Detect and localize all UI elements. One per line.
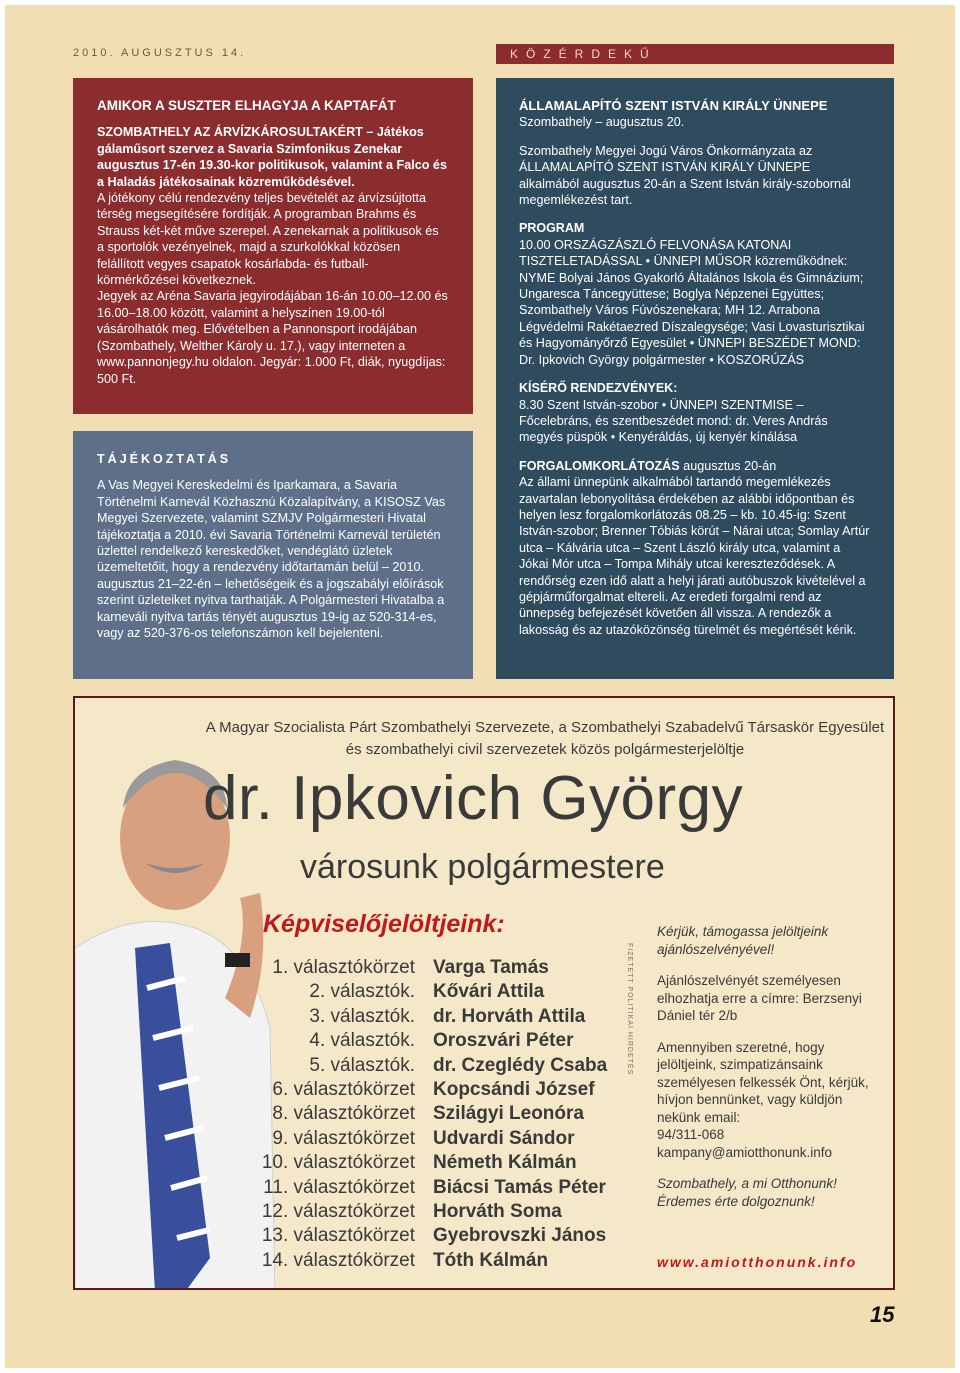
candidate-item: Biácsi Tamás Péter [433, 1176, 606, 1198]
district-label: 6. választókörzet [272, 1079, 415, 1101]
program-title: PROGRAM [519, 221, 585, 236]
district-label: 4. választók. [309, 1030, 415, 1052]
traffic-heading [519, 458, 871, 474]
candidate-item: Tóth Kálmán [433, 1249, 549, 1271]
contact-phone: 94/311-068 [657, 1127, 725, 1142]
candidate-item: Kopcsándi József [433, 1079, 595, 1101]
district-label: 14. választókörzet [261, 1249, 415, 1271]
contact-text: Amennyiben szeretné, hogy jelöltjeink, szimpatizánsaink személyesen felkessék Önt, kérjük, hívjon bennünket, vagy küldjön nekünk email: [657, 1039, 869, 1125]
candidates-title: Képviselőjelöltjeink: [263, 910, 505, 938]
article-concert [73, 78, 473, 414]
traffic-text: Az állami ünnepünk alkalmából tartandó megemlékezés zavartalan lebonyolítása érdekében az alábbi időpontban és helyen lesz forgalomkorlátozás 08.25 – kb. 10.45-ig: Szent István-szobor; Brenner Tóbiás körút – Nárai utca; Somlay Artúr utca – Kálvária utca – Szent László király utca, valamint a Jókai Mór utca – Tompa Mihály utcai kereszteződések. A rendőrség ezen idő alatt a helyi járati autóbuszok kivételével a gépjárműforgalmat eltereli. Az eredeti forgalmi rend az ünnepség befejezését követően áll vissza. A rendezők a lakosság és az utazóközönség türelmét és megértését kérik. [519, 475, 870, 637]
support-request: Kérjük, támogassa jelöltjeink ajánlószelvényével! [657, 924, 829, 957]
ad-contact-column [657, 923, 882, 1210]
article-notice [73, 431, 473, 679]
article-holiday [496, 78, 894, 679]
send-to-address: Ajánlószelvényét személyesen elhozhatja erre a címre: Berzsenyi Dániel tér 2/b [657, 973, 862, 1023]
article-body: A Vas Megyei Kereskedelmi és Iparkamara, a Savaria Történelmi Karnevál Közhasznú Közalapítvány, a KISOSZ Vas Megyei Szervezete, valamint SZMJV Polgármesteri Hivatal tájékoztatja a 2010. évi Savaria Történelmi Karnevál területén üzlettel rendelkező kereskedőket, vendéglátó üzletek üzemeltetőit, hogy a rendezvény időtartamán belül – 2010. augusztus 21–22-én – lehetőségeik és a jogszabályi előírások szerint üzleteiket nyitva tarthatják. A Polgármesteri Hivatalba a karneváli nyitva tartás tényét augusztus 19-ig az 520-314-es, vagy az 520-376-os telefonszámon kell bejelenteni. [97, 478, 446, 641]
candidate-item: Horváth Soma [433, 1201, 562, 1223]
article-title: TÁJÉKOZTATÁS [97, 452, 232, 466]
paid-ad-notice: FIZETETT POLITIKAI HIRDETÉS [626, 943, 633, 1076]
campaign-advertisement [73, 696, 895, 1290]
district-label: 1. választókörzet [272, 957, 415, 978]
district-label: 11. választókörzet [263, 1176, 415, 1198]
article-title: ÁLLAMALAPÍTÓ SZENT ISTVÁN KIRÁLY ÜNNEPE [519, 98, 828, 113]
section-banner: KÖZÉRDEKŰ [496, 44, 894, 64]
district-label: 5. választók. [309, 1054, 415, 1076]
events-text: 8.30 Szent István-szobor • ÜNNEPI SZENTMISE – Főcelebráns, és szentbeszédet mond: dr. Veres András megyés püspök • Kenyéráldás, új kenyér kínálása [519, 397, 828, 445]
candidate-list [433, 956, 607, 1273]
issue-date: 2010. AUGUSZTUS 14. [73, 47, 247, 59]
traffic-date: augusztus 20-án [679, 458, 777, 473]
candidate-item: Kővári Attila [433, 981, 545, 1003]
candidate-name: dr. Ipkovich György [203, 764, 744, 833]
district-label: 12. választókörzet [261, 1201, 415, 1223]
district-label: 13. választókörzet [261, 1225, 415, 1247]
article-intro: Szombathely Megyei Jogú Város Önkormányzata az ÁLLAMALAPÍTÓ SZENT ISTVÁN KIRÁLY ÜNNEPE alkalmából augusztus 20-án a Szent István király-szobornál megemlékezést tart. [519, 143, 851, 208]
program-text: 10.00 ORSZÁGZÁSZLÓ FELVONÁSA KATONAI TISZTELETADÁSSAL • ÜNNEPI MŰSOR közreműködnek: NYME Bolyai János Gyakorló Általános Iskola és Gimnázium; Ungaresca Táncegyüttese; Boglya Népzenei Együttes; Szombathely Város Fúvószenekara; MH 12. Arrabona Légvédelmi Rakétaezred Díszalegysége; Vasi Lovasturisztikai és Hagyományőrző Egyesület • ÜNNEPI BESZÉDET MOND: Dr. Ipkovich György polgármester • KOSZORÚZÁS [519, 237, 865, 367]
candidate-subtitle: városunk polgármestere [300, 848, 665, 886]
candidate-item: Varga Tamás [433, 957, 549, 978]
candidate-item: Gyebrovszki János [433, 1225, 607, 1247]
candidate-item: dr. Czeglédy Csaba [433, 1054, 608, 1076]
slogan-line2: Érdemes érte dolgoznunk! [657, 1193, 815, 1209]
article-title: AMIKOR A SUSZTER ELHAGYJA A KAPTAFÁT [97, 98, 396, 113]
campaign-url: www.amiotthonunk.info [657, 1254, 858, 1270]
district-list [225, 956, 415, 1273]
traffic-title: FORGALOMKORLÁTOZÁS [519, 458, 680, 473]
district-label: 9. választókörzet [272, 1127, 415, 1149]
article-lead: SZOMBATHELY AZ ÁRVÍZKÁROSULTAKÉRT – Játékos gálaműsort szervez a Savaria Szimfonikus Zenekar augusztus 17-én 19.30-kor politikusok, valamint a Falco és a Haladás játékosainak közreműködésével. [97, 125, 447, 189]
district-label: 10. választókörzet [261, 1152, 415, 1174]
article-tickets: Jegyek az Aréna Savaria jegyirodájában 16-án 10.00–12.00 és 16.00–18.00 között, valamint a helyszínen 19.00-tól vásárolhatók meg. Elővételben a Pannonsport irodájában (Szombathely, Welther Károly u. 17.), vagy interneten a www.pannonjegy.hu oldalon. Jegyár: 1.000 Ft, diák, nyugdíjas: 500 Ft. [97, 289, 448, 386]
candidate-item: Udvardi Sándor [433, 1127, 575, 1149]
events-title: KÍSÉRŐ RENDEZVÉNYEK: [519, 381, 678, 396]
article-body: A jótékony célú rendezvény teljes bevételét az árvízsújtotta térség megsegítésére fordítják. A programban Brahms és Strauss két-két műve szerepel. A zenekarnak a politikusok és a sportolók vezényelnek, majd a szurkolókkal közösen felállított vegyes csapatok kosárlabda- és futball-körmérkőzései következnek. [97, 191, 439, 288]
contact-email: kampany@amiotthonunk.info [657, 1144, 833, 1160]
slogan-line1: Szombathely, a mi Otthonunk! [657, 1176, 837, 1191]
candidate-item: Németh Kálmán [433, 1152, 577, 1174]
district-label: 3. választók. [309, 1005, 415, 1027]
candidate-item: Szilágyi Leonóra [433, 1103, 584, 1125]
candidate-item: Oroszvári Péter [433, 1030, 574, 1052]
candidate-item: dr. Horváth Attila [433, 1005, 586, 1027]
ad-intro-line1: A Magyar Szocialista Párt Szombathelyi Szervezete, a Szombathelyi Szabadelvű Társaskör Egyesület [205, 719, 885, 736]
district-label: 2. választók. [309, 981, 415, 1003]
ad-intro-line2: és szombathelyi civil szervezetek közös polgármesterjelöltje [345, 741, 745, 758]
page-number: 15 [870, 1302, 895, 1327]
district-label: 8. választókörzet [272, 1103, 415, 1125]
article-subtitle: Szombathely – augusztus 20. [519, 115, 685, 130]
